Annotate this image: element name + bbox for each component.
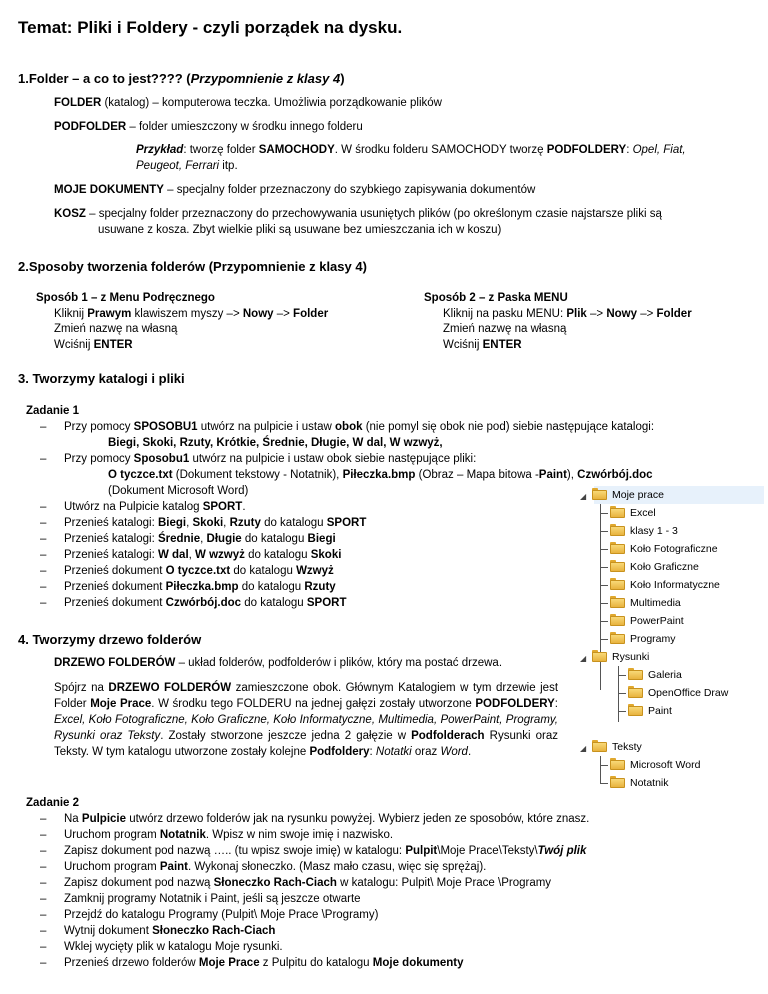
method-2-step-2: Zmień nazwę na własną [443, 323, 567, 335]
folder-icon [610, 542, 625, 554]
folder-icon [610, 614, 625, 626]
folder-icon [592, 488, 607, 500]
tree-description: Spójrz na DRZEWO FOLDERÓW zamieszczone obok. Głównym Katalogiem w tym drzewie jest Folder Moje Prace. W środku tego FOLDERU na jednej gałęzi zostały utworzone PODFOLDERY: Excel, Koło Fotograficzne, Koło Graficzne, Koło Informatyczne, Multimedia, PowerPaint, Programy, Rysunki oraz Teksty. Zostały stworzone jeszcze jedna 2 gałęzie w Podfolderach Rysunki oraz Teksty. W tym katalogu utworzone zostały kolejne Podfoldery: Notatki oraz Word. [54, 682, 559, 758]
folder-icon [592, 740, 607, 752]
folder-icon [610, 524, 625, 536]
method-2-title: Sposób 2 – z Paska MENU [424, 292, 568, 304]
folder-icon [610, 632, 625, 644]
kosz-definition: KOSZ – specjalny folder przeznaczony do przechowywania usuniętych plików (po określonym czasie najstarsze pliki są [54, 208, 662, 220]
task-1-item: Przenieś katalogi: Biegi, Skoki, Rzuty do katalogu SPORT [64, 517, 367, 529]
task-1-title: Zadanie 1 [26, 405, 80, 417]
task-2-item: Zamknij programy Notatnik i Paint, jeśli są jeszcze otwarte [64, 893, 361, 905]
podfolder-definition: PODFOLDER – folder umieszczony w środku innego folderu [54, 121, 363, 133]
task-2-item: Zapisz dokument pod nazwą Słoneczko Rach-Ciach w katalogu: Pulpit\ Moje Prace \Programy [64, 877, 552, 889]
method-2-step-1: Kliknij na pasku MENU: Plik –> Nowy –> Folder [443, 308, 692, 320]
method-2-step-3: Wciśnij ENTER [443, 339, 522, 351]
folder-icon [610, 506, 625, 518]
section-4-heading: 4. Tworzymy drzewo folderów [18, 632, 202, 647]
task-2-item: Wklej wycięty plik w katalogu Moje rysunki. [64, 941, 283, 953]
task-2-item: Wytnij dokument Słoneczko Rach-Ciach [64, 925, 276, 937]
task-2-item: Przejdź do katalogu Programy (Pulpit\ Moje Prace \Programy) [64, 909, 379, 921]
folder-definition: FOLDER (katalog) – komputerowa teczka. Umożliwia porządkowanie plików [54, 97, 442, 109]
task-2-item: Uruchom program Notatnik. Wpisz w nim swoje imię i nazwisko. [64, 829, 394, 841]
example-line-1: Przykład: tworzę folder SAMOCHODY. W środku folderu SAMOCHODY tworzę PODFOLDERY: Opel, Fiat, [136, 144, 686, 156]
task-2-item: Uruchom program Paint. Wykonaj słoneczko. (Masz mało czasu, więc się sprężaj). [64, 861, 487, 873]
method-1-step-1: Kliknij Prawym klawiszem myszy –> Nowy –> Folder [54, 308, 329, 320]
task-1-item: Utwórz na Pulpicie katalog SPORT. [64, 501, 246, 513]
folder-icon [592, 650, 607, 662]
method-1-title: Sposób 1 – z Menu Podręcznego [36, 292, 215, 304]
task-1-item: Przenieś katalogi: W dal, W wzwyż do katalogu Skoki [64, 549, 342, 561]
method-1-step-3: Wciśnij ENTER [54, 339, 133, 351]
folder-icon [628, 704, 643, 716]
task-1-item: Przenieś dokument Czwórbój.doc do katalogu SPORT [64, 597, 347, 609]
folder-icon [610, 596, 625, 608]
section-1-heading: 1.Folder – a co to jest???? (Przypomnienie z klasy 4) [18, 71, 345, 86]
task-2-item: Na Pulpicie utwórz drzewo folderów jak na rysunku powyżej. Wybierz jeden ze sposobów, które znasz. [64, 813, 590, 825]
expand-arrow-icon[interactable]: ◢ [580, 744, 587, 753]
moje-dokumenty-definition: MOJE DOKUMENTY – specjalny folder przeznaczony do szybkiego zapisywania dokumentów [54, 184, 536, 196]
task-1-item-cont: Biegi, Skoki, Rzuty, Krótkie, Średnie, Długie, W dal, W wzwyż, [108, 437, 443, 449]
expand-arrow-icon[interactable]: ◢ [580, 492, 587, 501]
task-1-item: Przenieś dokument Piłeczka.bmp do katalogu Rzuty [64, 581, 336, 593]
task-2-title: Zadanie 2 [26, 797, 80, 809]
section-3-heading: 3. Tworzymy katalogi i pliki [18, 371, 185, 386]
expand-arrow-icon[interactable]: ◢ [580, 654, 587, 663]
task-1-item: Przenieś katalogi: Średnie, Długie do katalogu Biegi [64, 533, 336, 545]
task-2-item: Zapisz dokument pod nazwą ….. (tu wpisz swoje imię) w katalogu: Pulpit\Moje Prace\Teksty\Twój plik [64, 845, 587, 857]
task-2-item: Przenieś drzewo folderów Moje Prace z Pulpitu do katalogu Moje dokumenty [64, 957, 464, 969]
kosz-definition-cont: usuwane z kosza. Zbyt wielkie pliki są usuwane bez umieszczania ich w koszu) [98, 224, 502, 236]
folder-icon [610, 578, 625, 590]
section-2-heading: 2.Sposoby tworzenia folderów (Przypomnienie z klasy 4) [18, 259, 367, 274]
task-1-item-cont: (Dokument Microsoft Word) [108, 485, 249, 497]
folder-icon [610, 560, 625, 572]
folder-tree: ◢ Moje prace Excel klasy 1 - 3 Koło Fotograficzne Koło Graficzne Koło Informatyczne Multimedia PowerPaint Programy ◢ Rysunki Galeria OpenOffice Draw Paint ◢ Teksty Microsoft Word Notatnik [574, 484, 768, 790]
folder-icon [610, 776, 625, 788]
folder-icon [628, 668, 643, 680]
tree-definition: DRZEWO FOLDERÓW – układ folderów, podfolderów i plików, który ma postać drzewa. [54, 657, 503, 669]
task-1-item: Przy pomocy SPOSOBU1 utwórz na pulpicie i ustaw obok (nie pomyl się obok nie pod) siebie następujące katalogi: [64, 421, 655, 433]
page-title: Temat: Pliki i Foldery - czyli porządek na dysku. [18, 18, 403, 37]
task-1-item-cont: O tyczce.txt (Dokument tekstowy - Notatnik), Piłeczka.bmp (Obraz – Mapa bitowa -Paint), Czwórbój.doc [108, 469, 653, 481]
method-1-step-2: Zmień nazwę na własną [54, 323, 178, 335]
folder-icon [610, 758, 625, 770]
task-1-item: Przy pomocy Sposobu1 utwórz na pulpicie i ustaw obok siebie następujące pliki: [64, 453, 477, 465]
folder-icon [628, 686, 643, 698]
task-1-item: Przenieś dokument O tyczce.txt do katalogu Wzwyż [64, 565, 334, 577]
example-line-2: Peugeot, Ferrari itp. [136, 160, 238, 172]
